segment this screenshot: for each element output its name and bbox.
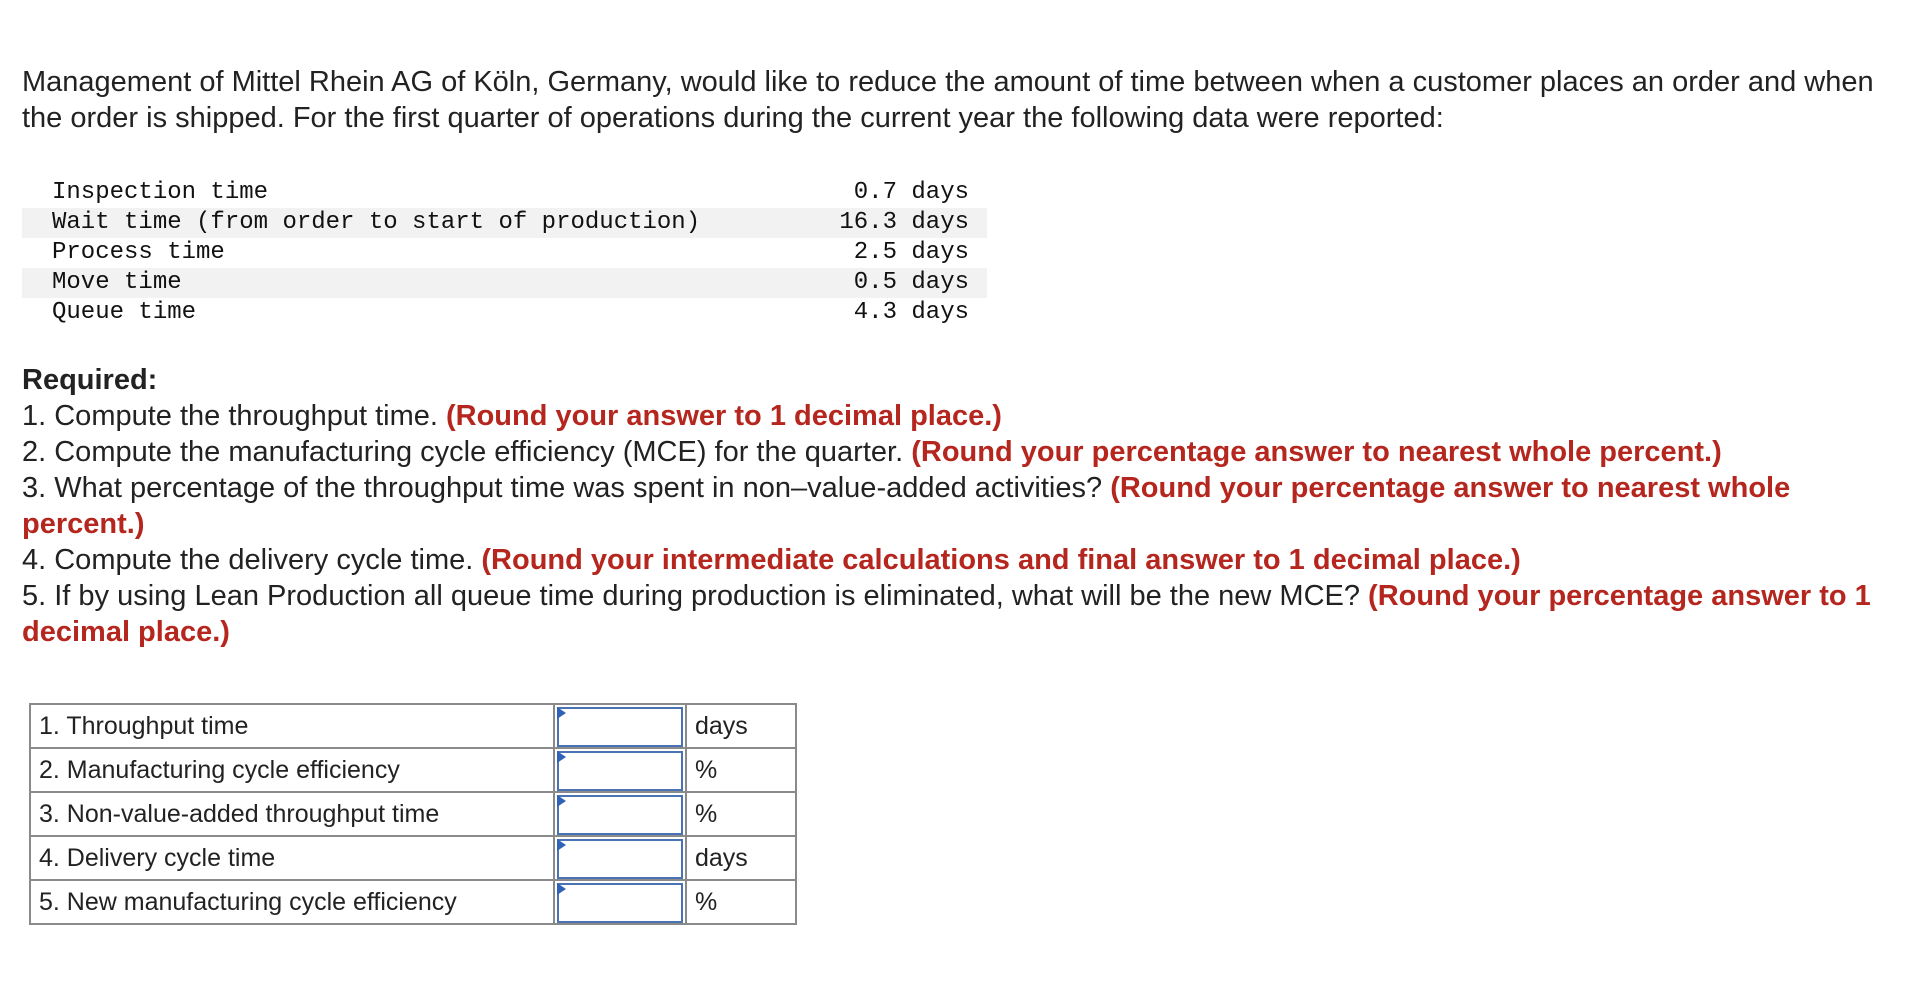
data-label: Inspection time <box>52 179 269 206</box>
answer-cell <box>554 836 686 880</box>
non-value-added-input[interactable] <box>557 795 683 835</box>
data-row-move <box>22 268 987 298</box>
data-row-queue <box>22 298 987 328</box>
required-item <box>22 434 1902 470</box>
data-label: Wait time (from order to start of production) <box>22 208 814 238</box>
answer-label: 1. Throughput time <box>30 704 554 748</box>
data-value: 0.7 days <box>853 179 969 206</box>
required-item <box>22 398 1902 434</box>
required-item-text: 4. Compute the delivery cycle time. <box>22 544 474 576</box>
answer-unit: days <box>686 704 796 748</box>
problem-intro: Management of Mittel Rhein AG of Köln, Germany, would like to reduce the amount of time between when a customer places an order and when the order is shipped. For the first quarter of operations during the current year the following data were reported: <box>22 66 1874 134</box>
answer-label: 5. New manufacturing cycle efficiency <box>30 880 554 924</box>
delivery-cycle-time-input[interactable] <box>557 839 683 879</box>
answer-row-new-mce <box>30 880 796 924</box>
data-value: 0.5 days <box>814 268 987 298</box>
answer-unit: % <box>686 792 796 836</box>
mce-input[interactable] <box>557 751 683 791</box>
required-item-text: 3. What percentage of the throughput time was spent in non–value-added activities? <box>22 472 1103 504</box>
time-data-table <box>22 178 987 328</box>
answer-cell <box>554 704 686 748</box>
answer-label: 4. Delivery cycle time <box>30 836 554 880</box>
answer-cell <box>554 880 686 924</box>
data-row-process <box>22 238 987 268</box>
answer-row-non-value-added <box>30 792 796 836</box>
new-mce-input[interactable] <box>557 883 683 923</box>
data-value: 16.3 days <box>814 208 987 238</box>
answer-unit: days <box>686 836 796 880</box>
required-heading: Required: <box>22 364 158 396</box>
answer-table <box>29 703 797 925</box>
rounding-hint: (Round your answer to 1 decimal place.) <box>445 400 1002 432</box>
rounding-hint: (Round your percentage answer to nearest whole percent.) <box>22 472 1791 540</box>
answer-cell <box>554 792 686 836</box>
rounding-hint: (Round your intermediate calculations and final answer to 1 decimal place.) <box>481 544 1521 576</box>
required-item <box>22 542 1902 578</box>
data-value: 2.5 days <box>853 239 969 266</box>
data-value: 4.3 days <box>853 299 969 326</box>
data-label: Move time <box>22 268 814 298</box>
required-item-text: 5. If by using Lean Production all queue time during production is eliminated, what will be the new MCE? <box>22 580 1360 612</box>
answer-row-delivery <box>30 836 796 880</box>
answer-label: 2. Manufacturing cycle efficiency <box>30 748 554 792</box>
answer-row-mce <box>30 748 796 792</box>
data-label: Queue time <box>52 299 197 326</box>
answer-unit: % <box>686 748 796 792</box>
answer-label: 3. Non-value-added throughput time <box>30 792 554 836</box>
throughput-time-input[interactable] <box>557 707 683 747</box>
rounding-hint: (Round your percentage answer to nearest whole percent.) <box>911 436 1722 468</box>
answer-row-throughput <box>30 704 796 748</box>
required-item <box>22 578 1902 650</box>
answer-unit: % <box>686 880 796 924</box>
rounding-hint: (Round your percentage answer to 1 decimal place.) <box>22 580 1871 648</box>
required-item-text: 2. Compute the manufacturing cycle efficiency (MCE) for the quarter. <box>22 436 904 468</box>
required-item-text: 1. Compute the throughput time. <box>22 400 438 432</box>
answer-cell <box>554 748 686 792</box>
required-section <box>22 362 1902 650</box>
data-label: Process time <box>52 239 225 266</box>
data-row-wait <box>22 208 987 238</box>
required-item <box>22 470 1902 542</box>
data-row-inspection <box>22 178 987 208</box>
